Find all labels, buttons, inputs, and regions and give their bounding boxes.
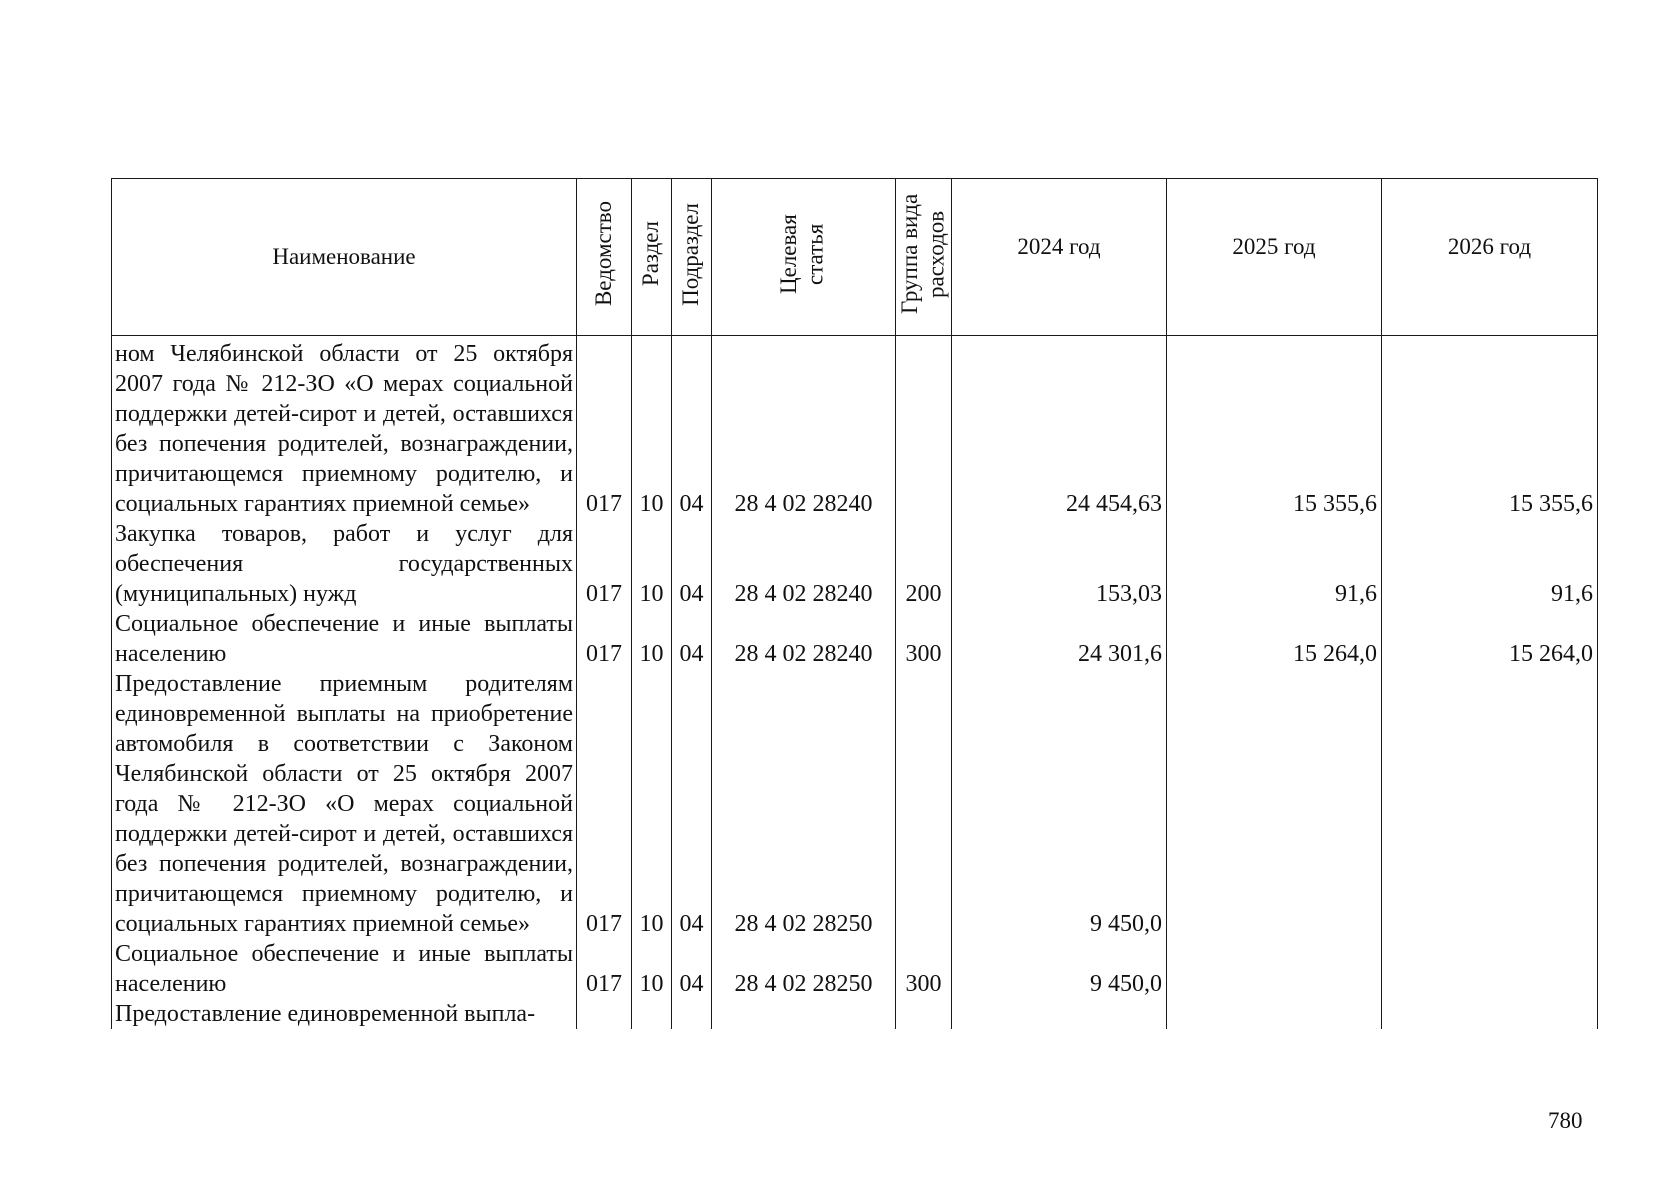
- cell-name: Предоставление приемным родителям единовременной выплаты на приобретение автомобиля в соответствии с Законом Челябинской области от 25 октября 2007 года № 212-ЗО «О мерах социальной поддержки детей-сирот и детей, оставшихся без попечения родителей, вознаграждении, причитающемся приемному родителю, и социальных гарантиях приемной семье»: [112, 669, 577, 939]
- header-row: [112, 179, 1598, 336]
- cell-2024: 24 454,63: [952, 336, 1167, 520]
- table-row: [112, 999, 1598, 1029]
- cell-name: ном Челябинской области от 25 октября 2007 года № 212-ЗО «О мерах социальной поддержки детей-сирот и детей, оставшихся без попечения родителей, вознаграждении, причитающемся приемному родителю, и социальных гарантиях приемной семье»: [112, 336, 577, 520]
- table-row: [112, 519, 1598, 609]
- header-vedomstvo-label: Ведомство: [590, 201, 616, 307]
- cell-celevaya-statya: 28 4 02 28250: [712, 939, 896, 999]
- header-year-2024: [952, 179, 1167, 336]
- cell-vedomstvo: 017: [577, 336, 632, 520]
- cell-2026: [1382, 669, 1598, 939]
- cell-2024: 9 450,0: [952, 939, 1167, 999]
- header-year-2026-label: 2026 год: [1447, 234, 1532, 259]
- header-podrazdel: [672, 179, 712, 336]
- cell-name: Предоставление единовременной выпла-: [112, 999, 577, 1029]
- cell-razdel: 10: [632, 609, 672, 669]
- cell-2026: [1382, 999, 1598, 1029]
- header-vedomstvo: [577, 179, 632, 336]
- cell-2025: 15 264,0: [1167, 609, 1382, 669]
- cell-razdel: 10: [632, 336, 672, 520]
- cell-2025: 91,6: [1167, 519, 1382, 609]
- cell-2026: 15 264,0: [1382, 609, 1598, 669]
- header-year-2024-label: 2024 год: [1017, 234, 1101, 259]
- table-row: [112, 669, 1598, 939]
- cell-2026: 91,6: [1382, 519, 1598, 609]
- cell-2024: 24 301,6: [952, 609, 1167, 669]
- header-razdel-label: Раздел: [638, 221, 664, 287]
- header-razdel: [632, 179, 672, 336]
- header-celevaya-statya-label: Целевая статья: [775, 214, 827, 294]
- cell-gruppa: [896, 999, 952, 1029]
- header-celevaya-statya: [712, 179, 896, 336]
- cell-gruppa: [896, 669, 952, 939]
- cell-podrazdel: 04: [672, 519, 712, 609]
- cell-vedomstvo: [577, 999, 632, 1029]
- header-gruppa-label: Группа вида расходов: [896, 193, 948, 315]
- cell-2024: [952, 999, 1167, 1029]
- cell-podrazdel: 04: [672, 939, 712, 999]
- cell-razdel: 10: [632, 519, 672, 609]
- cell-gruppa: 300: [896, 609, 952, 669]
- table-row: [112, 939, 1598, 999]
- cell-2026: [1382, 939, 1598, 999]
- cell-2026: 15 355,6: [1382, 336, 1598, 520]
- table-header: [112, 179, 1598, 336]
- header-year-2025: [1167, 179, 1382, 336]
- cell-gruppa: 200: [896, 519, 952, 609]
- header-year-2026: [1382, 179, 1598, 336]
- cell-celevaya-statya: 28 4 02 28250: [712, 669, 896, 939]
- cell-razdel: [632, 999, 672, 1029]
- cell-2025: [1167, 999, 1382, 1029]
- cell-vedomstvo: 017: [577, 939, 632, 999]
- cell-podrazdel: 04: [672, 336, 712, 520]
- cell-podrazdel: 04: [672, 609, 712, 669]
- cell-2024: 153,03: [952, 519, 1167, 609]
- cell-gruppa: [896, 336, 952, 520]
- cell-name: Закупка товаров, работ и услуг для обеспечения государственных (муниципальных) нужд: [112, 519, 577, 609]
- budget-table: [111, 178, 1598, 1029]
- cell-2025: [1167, 669, 1382, 939]
- cell-vedomstvo: 017: [577, 669, 632, 939]
- table-row: [112, 609, 1598, 669]
- cell-celevaya-statya: [712, 999, 896, 1029]
- cell-name: Социальное обеспечение и иные выплаты населению: [112, 609, 577, 669]
- cell-2025: 15 355,6: [1167, 336, 1382, 520]
- cell-podrazdel: [672, 999, 712, 1029]
- header-gruppa-vida-rashodov: [896, 179, 952, 336]
- cell-gruppa: 300: [896, 939, 952, 999]
- header-name: [112, 179, 577, 336]
- cell-celevaya-statya: 28 4 02 28240: [712, 609, 896, 669]
- header-name-label: Наименование: [272, 244, 416, 269]
- cell-vedomstvo: 017: [577, 519, 632, 609]
- cell-2025: [1167, 939, 1382, 999]
- table-body: [112, 336, 1598, 1030]
- header-podrazdel-label: Подраздел: [678, 202, 704, 306]
- table-row: [112, 336, 1598, 520]
- header-year-2025-label: 2025 год: [1232, 234, 1316, 259]
- cell-name: Социальное обеспечение и иные выплаты населению: [112, 939, 577, 999]
- page-number: 780: [1548, 1108, 1583, 1133]
- cell-razdel: 10: [632, 669, 672, 939]
- cell-razdel: 10: [632, 939, 672, 999]
- cell-celevaya-statya: 28 4 02 28240: [712, 336, 896, 520]
- cell-podrazdel: 04: [672, 669, 712, 939]
- cell-celevaya-statya: 28 4 02 28240: [712, 519, 896, 609]
- cell-2024: 9 450,0: [952, 669, 1167, 939]
- cell-vedomstvo: 017: [577, 609, 632, 669]
